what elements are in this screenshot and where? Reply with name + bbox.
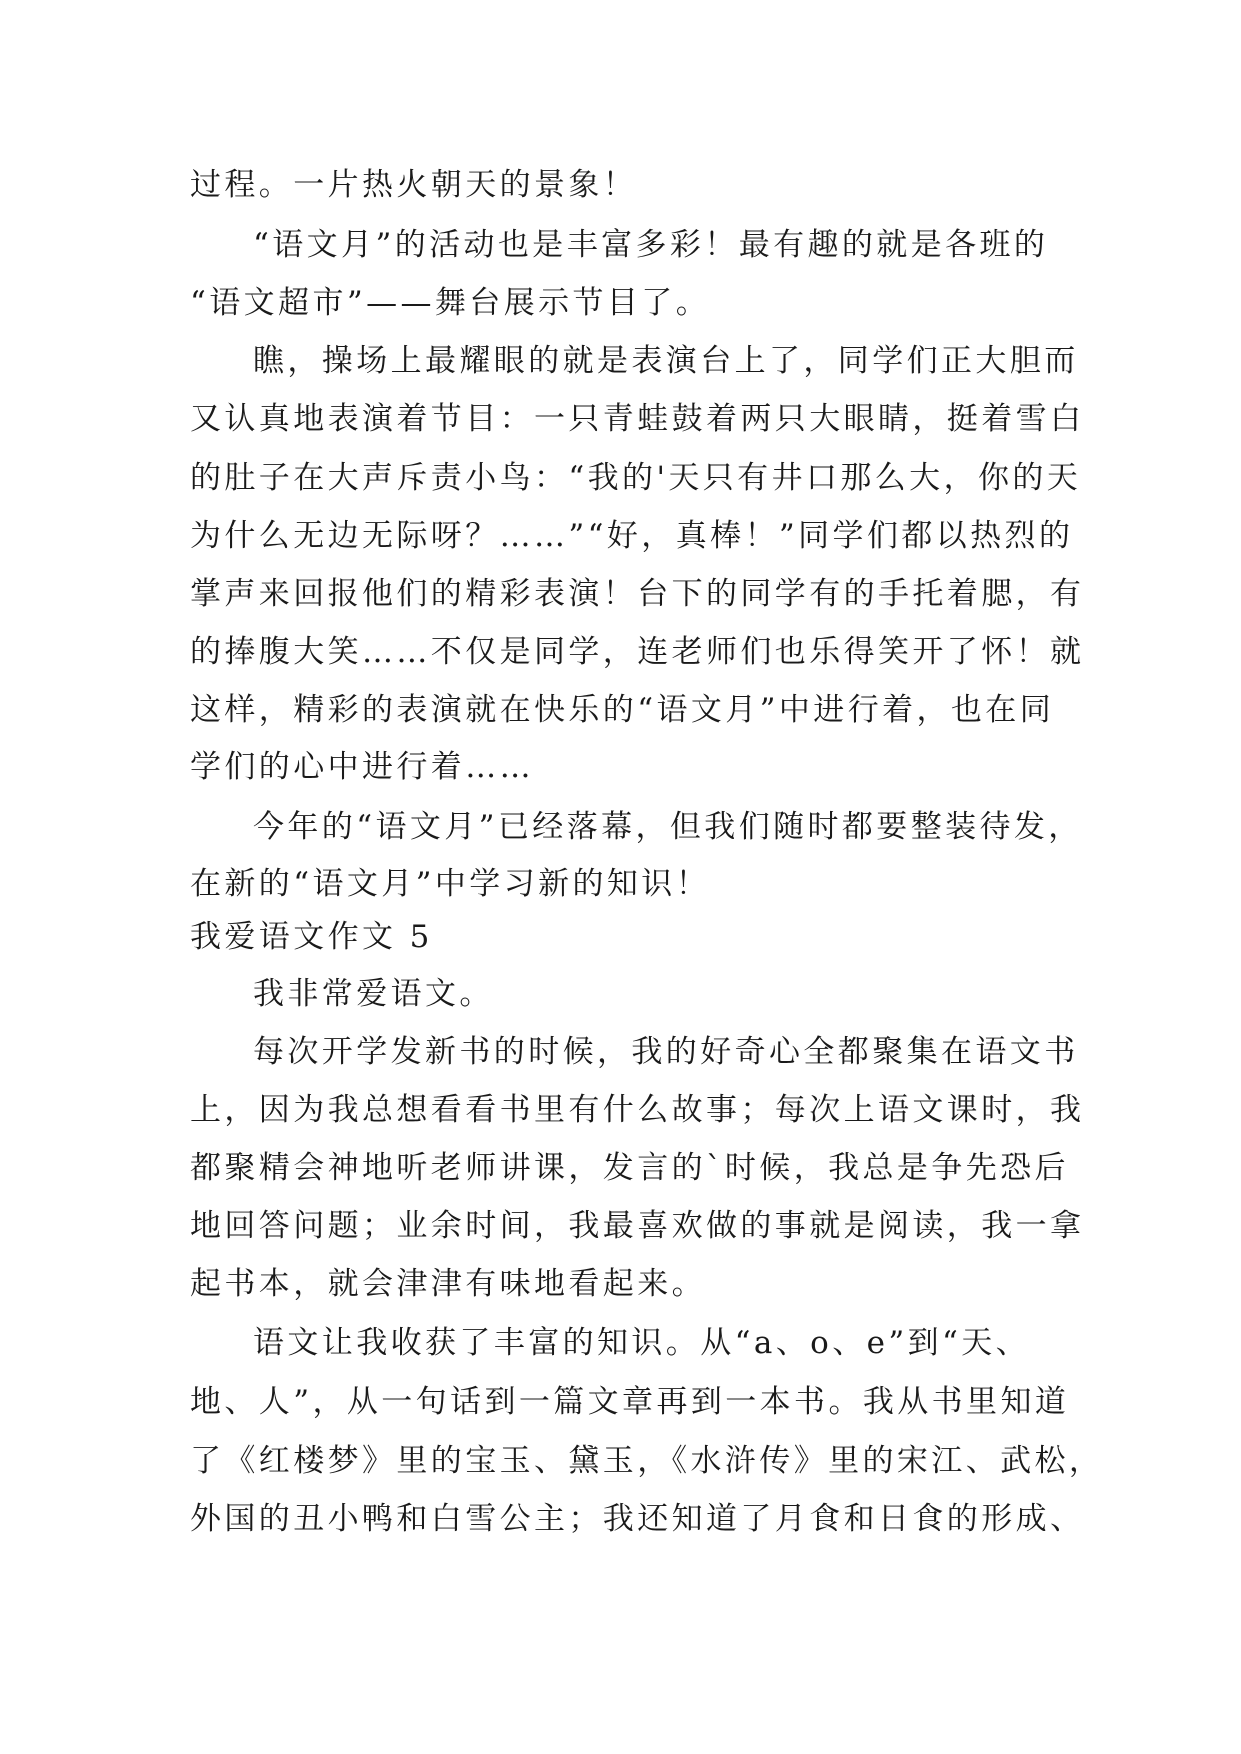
text-line: 语文让我收获了丰富的知识。从“a、o、e”到“天、 — [253, 1325, 1031, 1361]
text-line: 了《红楼梦》里的宝玉、黛玉，《水浒传》里的宋江、武松， — [190, 1443, 1104, 1479]
text-line: 地回答问题；业余时间，我最喜欢做的事就是阅读，我一拿 — [190, 1208, 1085, 1244]
text-line: 瞧，操场上最耀眼的就是表演台上了，同学们正大胆而 — [253, 343, 1079, 379]
text-line: 又认真地表演着节目：一只青蛙鼓着两只大眼睛，挺着雪白 — [190, 401, 1085, 437]
text-line: 上，因为我总想看看书里有什么故事；每次上语文课时，我 — [190, 1092, 1085, 1128]
text-line: 我非常爱语文。 — [253, 976, 494, 1012]
text-line: 地、人”，从一句话到一篇文章再到一本书。我从书里知道 — [190, 1384, 1070, 1420]
text-line: 今年的“语文月”已经落幕，但我们随时都要整装待发， — [253, 809, 1083, 845]
text-line: 起书本，就会津津有味地看起来。 — [190, 1266, 706, 1302]
text-line: 外国的丑小鸭和白雪公主；我还知道了月食和日食的形成、 — [190, 1501, 1085, 1537]
section-heading: 我爱语文作文 5 — [190, 919, 433, 955]
text-line: 过程。一片热火朝天的景象！ — [190, 167, 638, 203]
text-line: 掌声来回报他们的精彩表演！台下的同学有的手托着腮，有 — [190, 576, 1085, 612]
text-line: 在新的“语文月”中学习新的知识！ — [190, 866, 711, 902]
text-line: 学们的心中进行着…… — [190, 749, 534, 785]
text-line: “语文月”的活动也是丰富多彩！最有趣的就是各班的 — [253, 227, 1049, 263]
text-line: 的捧腹大笑……不仅是同学，连老师们也乐得笑开了怀！就 — [190, 634, 1085, 670]
text-line: “语文超市”——舞台展示节目了。 — [190, 285, 711, 321]
text-line: 每次开学发新书的时候，我的好奇心全都聚集在语文书 — [253, 1034, 1079, 1070]
text-line: 为什么无边无际呀？……”“好，真棒！”同学们都以热烈的 — [190, 518, 1074, 554]
text-line: 这样，精彩的表演就在快乐的“语文月”中进行着，也在同 — [190, 692, 1055, 728]
text-line: 的肚子在大声斥责小鸟：“我的'天只有井口那么大，你的天 — [190, 460, 1082, 496]
text-line: 都聚精会神地听老师讲课，发言的`时候，我总是争先恐后 — [190, 1150, 1069, 1186]
